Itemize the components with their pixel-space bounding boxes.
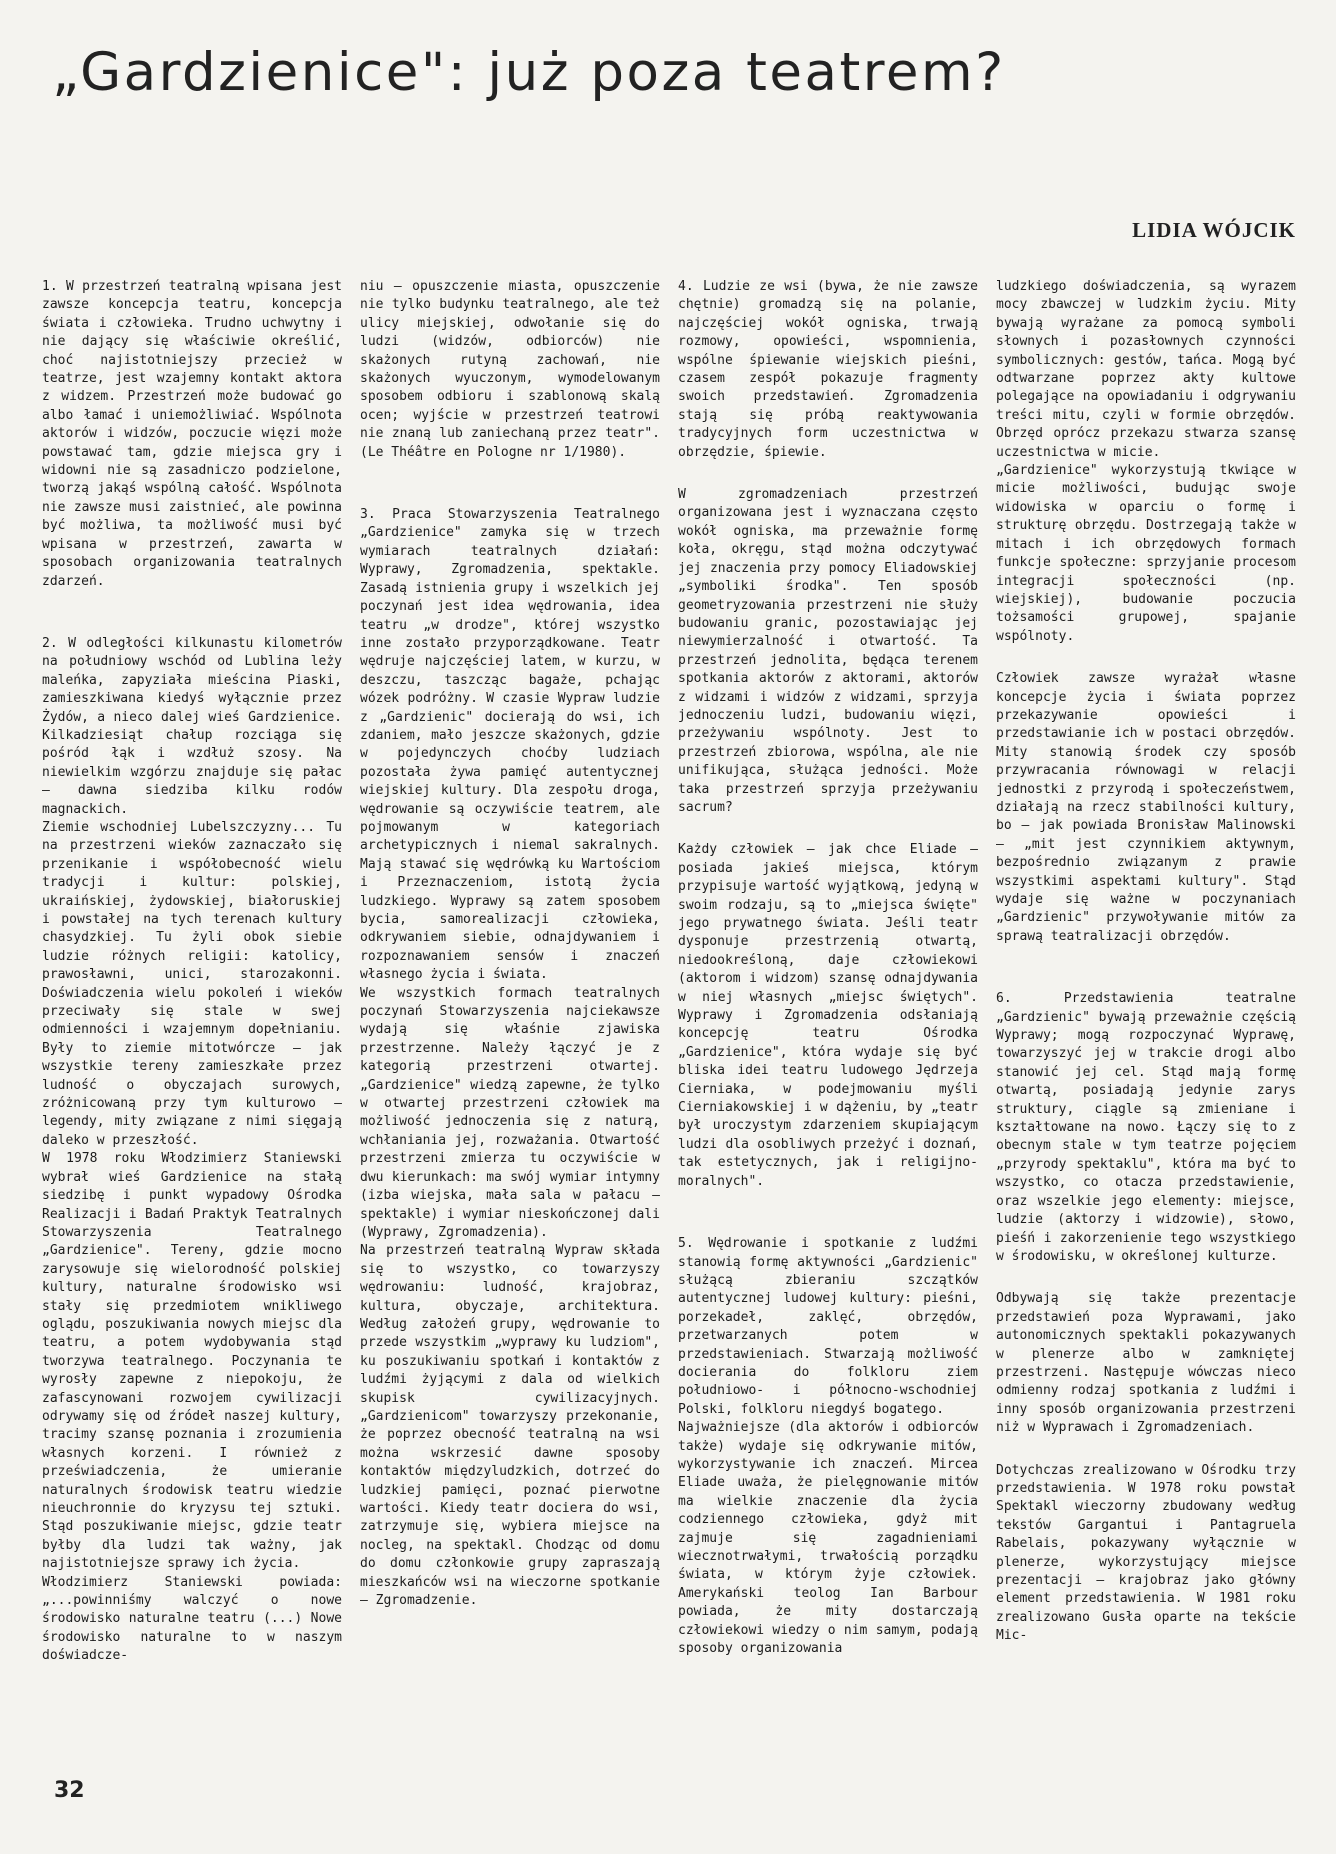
section-gap [678, 1191, 978, 1235]
paragraph: „Gardzienice" wykorzystują tkwiące w micie możliwości, budując swoje widowiska w oparciu o formę i strukturę obrzędu. Dostrzegają także w mitach i ich obrzędowych formach funkcje społeczne: sprzyjanie procesom integracji społeczności (np. wiejskiej), budowanie poczucia tożsamości grupowej, spajanie wspólnoty. [996, 463, 1296, 644]
paragraph: 1. W przestrzeń teatralną wpisana jest zawsze koncepcja teatru, koncepcja świata i człowieka. Trudno uchwytny i nie dający się właściwie określić, choć najistotniejszy przecież w teatrze, jest wzajemny kontakt aktora z widzem. Przestrzeń może budować go albo łamać i uniemożliwiać. Wspólnota aktorów i widzów, poczucie więzi może powstawać tam, gdzie miejsca gry i widowni nie są zasadniczo podzielone, tworzą jakąś wspólną całość. Wspólnota nie zawsze musi zaistnieć, ale powinna być możliwa, ta możliwość musi być wpisana w przestrzeń, zawarta w sposobach organizowania teatralnych zdarzeń. [42, 279, 342, 589]
column-3 [678, 278, 978, 1778]
article-title: „Gardzienice": już poza teatrem? [52, 42, 1006, 103]
section-gap [996, 646, 1296, 670]
paragraph: niu — opuszczenie miasta, opuszczenie nie tylko budynku teatralnego, ale też ulicy miejskiej, odwołanie się do ludzi (widzów, odbiorców) nie skażonych rutyną zachowań, nie skażonych wyuczonym, wymodelowanym sposobem odbioru i szablonową skalą ocen; wyjście w przestrzeń teatrowi nie znaną lub zaniechaną przez teatr". (Le Théâtre en Pologne nr 1/1980). [360, 279, 660, 460]
article-author: LIDIA WÓJCIK [1132, 218, 1296, 242]
paragraph: Dotychczas zrealizowano w Ośrodku trzy przedstawienia. W 1978 roku powstał Spektakl wieczorny zbudowany według tekstów Gargantui i Pantagruela Rabelais, pokazywany wyłącznie w plenerze, wykorzystujący miejsce prezentacji — krajobraz jako główny element przedstawienia. W 1981 roku zrealizowano Gusła oparte na tekście Mic- [996, 1462, 1296, 1644]
section-gap [996, 946, 1296, 990]
paragraph: 4. Ludzie ze wsi (bywa, że nie zawsze chętnie) gromadzą się na polanie, najczęściej wokół ogniska, trwają rozmowy, opowieści, wspomnienia, wspólne śpiewanie wiejskich pieśni, czasem zespół pokazuje fragmenty swoich przedstawień. Zgromadzenia stają się próbą reaktywowania tradycyjnych form uczestnictwa w obrzędzie, śpiewie. [678, 279, 978, 460]
page-number: 32 [54, 1778, 85, 1803]
column-2 [360, 278, 660, 1778]
paragraph: Najważniejsze (dla aktorów i odbiorców także) wydaje się odkrywanie mitów, wykorzystywanie ich znaczeń. Mircea Eliade uważa, że pielęgnowanie mitów ma wielkie znaczenie dla życia codziennego człowieka, gdyż mit zajmuje się zagadnieniami wiecznotrwałymi, trwałością porządku świata, w którym żyje człowiek. Amerykański teolog Ian Barbour powiada, że mity dostarczają człowiekowi wiedzy o nim samym, podają sposoby organizowania [678, 1420, 978, 1657]
paragraph: W zgromadzeniach przestrzeń organizowana jest i wyznaczana często wokół ogniska, ma przeważnie formę koła, okręgu, stąd można odczytywać jej znaczenia przy pomocy Eliadowskiej „symboliki środka". Ten sposób geometryzowania przestrzeni nie służy budowaniu granic, pozostawiając jej niewymierzalność i otwartość. Ta przestrzeń jednolita, będąca terenem spotkania aktorów z aktorami, aktorów z widzami i widzów z widzami, sprzyja jednoczeniu ludzi, budowaniu więzi, przeżywaniu wspólnoty. Jest to przestrzeń zbiorowa, wspólna, ale nie unifikująca, służąca jedności. Może taka przestrzeń sprzyja przeżywaniu sacrum? [678, 487, 978, 815]
paragraph: 6. Przedstawienia teatralne „Gardzienic" bywają przeważnie częścią Wyprawy; mogą rozpoczynać Wyprawę, towarzyszyć jej w trakcie drogi albo stanowić jej cel. Stąd mają formę otwartą, posiadają jedynie zarys struktury, ciągle są zmieniane i kształtowane na nowo. Łączy się to z obecnym stale w tym teatrze pojęciem „przyrody spektaklu", która ma być to wszystko, co otacza przedstawienie, oraz wszelkie jego elementy: miejsce, ludzie (aktorzy i widzowie), słowo, pieśń i zakorzenienie tego wszystkiego w środowisku, w określonej kulturze. [996, 991, 1296, 1264]
paragraph: 5. Wędrowanie i spotkanie z ludźmi stanowią formę aktywności „Gardzienic" służącą zbieraniu szczątków autentycznej ludowej kultury: pieśni, porzekadeł, zaklęć, obrzędów, przetwarzanych potem w przedstawieniach. Stwarzają możliwość docierania do folkloru ziem południowo- i północno-wschodniej Polski, folkloru niegdyś bogatego. [678, 1236, 978, 1417]
paragraph: Ziemie wschodniej Lubelszczyzny... Tu na przestrzeni wieków zaznaczało się przenikanie i współobecność wielu tradycji i kultur: polskiej, ukraińskiej, żydowskiej, białoruskiej i powstałej na tych terenach kultury chasydzkiej. Tu żyli obok siebie ludzie różnych religii: katolicy, prawosławni, unici, starozakonni. Doświadczenia wielu pokoleń i wieków przeciwały się stale w swej odmienności i wzajemnym dopełnianiu. Były to ziemie mitotwórcze — jak wszystkie tereny zamieszkałe przez ludność o obyczajach surowych, zróżnicowaną przy tym kulturowo — legendy, mity związane z nimi sięgają daleko w przeszłość. [42, 819, 342, 1148]
paragraph: Na przestrzeń teatralną Wypraw składa się to wszystko, co towarzyszy wędrowaniu: ludność, krajobraz, kultura, obyczaje, architektura. Według założeń grupy, wędrowanie to przede wszystkim „wyprawy ku ludziom", ku poszukiwaniu spotkań i kontaktów z ludźmi żyjącymi z dala od wielkich skupisk cywilizacyjnych. „Gardzienicom" towarzyszy przekonanie, że poprzez obecność teatralną na wsi można wskrzesić dawne sposoby kontaktów międzyludzkich, dotrzeć do ludzkiej pamięci, poznać pierwotne wartości. Kiedy teatr dociera do wsi, zatrzymuje się, wybiera miejsce na nocleg, na spektakl. Chodząc od domu do domu członkowie grupy zapraszają mieszkańców wsi na wieczorne spotkanie — Zgromadzenie. [360, 1243, 660, 1609]
section-gap [996, 1438, 1296, 1462]
section-gap [360, 462, 660, 506]
article-body [42, 278, 1296, 1778]
section-gap [678, 462, 978, 486]
section-gap [996, 1266, 1296, 1290]
paragraph: Włodzimierz Staniewski powiada: „...powinniśmy walczyć o nowe środowisko naturalne teatru (...) Nowe środowisko naturalne to w naszym doświadcze- [42, 1574, 342, 1664]
paragraph: Każdy człowiek — jak chce Eliade — posiada jakieś miejsca, którym przypisuje wartość wyjątkową, jedyną w swoim rodzaju, są to „miejsca święte" jego prywatnego świata. Jeśli teatr dysponuje przestrzenią otwartą, niedookreśloną, daje człowiekowi (aktorom i widzom) szansę odnajdywania w niej własnych „miejsc świętych". Wyprawy i Zgromadzenia odsłaniają koncepcję teatru Ośrodka „Gardzienice", która wydaje się być bliska idei teatru ludowego Jędrzeja Cierniaka, w podejmowaniu myśli Cierniakowskiej i w dążeniu, by „teatr był uroczystym zdarzeniem skupiającym ludzi dla osobliwych przeżyć i doznań, tak estetycznych, jak i religijno-moralnych". [678, 842, 978, 1189]
paragraph: W 1978 roku Włodzimierz Staniewski wybrał wieś Gardzienice na stałą siedzibę i punkt wypadowy Ośrodka Realizacji i Badań Praktyk Teatralnych Stowarzyszenia Teatralnego „Gardzienice". Tereny, gdzie mocno zarysowuje się wielorodność polskiej kultury, naturalne środowisko wsi stały się przedmiotem wnikliwego oglądu, poszukiwania nowych miejsc dla teatru, a potem wydobywania stąd tworzywa teatralnego. Poczynania te wyrosły zapewne z niepokoju, że zafascynowani rozwojem cywilizacji odrywamy się od źródeł naszej kultury, tracimy szansę poznania i zrozumienia własnych korzeni. I również z przeświadczenia, że umieranie naturalnych środowisk teatru wiedzie nieuchronnie do kryzysu tej sztuki. Stąd poszukiwanie miejsc, gdzie teatr byłby dla ludzi tak ważny, jak najistotniejsze sprawy ich życia. [42, 1151, 342, 1572]
column-4 [996, 278, 1296, 1778]
section-gap [42, 591, 342, 635]
section-gap [678, 817, 978, 841]
paragraph: Człowiek zawsze wyrażał własne koncepcje życia i świata poprzez przekazywanie opowieści i przedstawianie ich w postaci obrzędów. Mity stanowią środek czy sposób przywracania równowagi w relacji jednostki z przyrodą i społeczeństwem, działają na rzecz stabilności kultury, bo — jak powiada Bronisław Malinowski — „mit jest czynnikiem aktywnym, bezpośrednio związanym z prawie wszystkimi aspektami kultury". Stąd wydaje się ważne w poczynaniach „Gardzienic" przywoływanie mitów za sprawą teatralizacji obrzędów. [996, 671, 1296, 944]
paragraph: Odbywają się także prezentacje przedstawień poza Wyprawami, jako autonomicznych spektakli pokazywanych w plenerze albo w zamkniętej przestrzeni. Następuje wówczas nieco odmienny rodzaj spotkania z ludźmi i inny sposób organizowania przestrzeni niż w Wyprawach i Zgromadzeniach. [996, 1291, 1296, 1436]
column-1 [42, 278, 342, 1778]
paragraph: 2. W odległości kilkunastu kilometrów na południowy wschód od Lublina leży maleńka, zapyziała mieścina Piaski, zamieszkiwana kiedyś wyłącznie przez Żydów, a nieco dalej wieś Gardzienice. Kilkadziesiąt chałup rozciąga się pośród łąk i wzdłuż szosy. Na niewielkim wzgórzu znajduje się pałac — dawna siedziba kilku rodów magnackich. [42, 635, 342, 817]
paragraph: ludzkiego doświadczenia, są wyrazem mocy zbawczej w ludzkim życiu. Mity bywają wyrażane za pomocą symboli słownych i pozasłownych czynności symbolicznych: gestów, tańca. Mogą być odtwarzane poprzez akty kultowe polegające na opowiadaniu i odgrywaniu treści mitu, czyli w formie obrzędów. Obrzęd oprócz przekazu stwarza szansę uczestnictwa w micie. [996, 279, 1296, 460]
paragraph: 3. Praca Stowarzyszenia Teatralnego „Gardzienice" zamyka się w trzech wymiarach teatralnych działań: Wyprawy, Zgromadzenia, spektakle. Zasadą istnienia grupy i wszelkich jej poczynań jest idea wędrowania, idea teatru „w drodze", której wszystko inne zostało przyporządkowane. Teatr wędruje najczęściej latem, w kurzu, w deszczu, taszcząc bagaże, pchając wózek podróżny. W czasie Wypraw ludzie z „Gardzienic" docierają do wsi, ich zdaniem, mało jeszcze skażonych, gdzie w pojedynczych choćby ludziach pozostała żywa pamięć autentycznej wiejskiej kultury. Dla zespołu droga, wędrowanie są oczywiście teatrem, ale pojmowanym w kategoriach archetypicznych i niemal sakralnych. Mają stawać się wędrówką ku Wartościom i Przeznaczeniom, istotą życia ludzkiego. Wyprawy są zatem sposobem bycia, samorealizacji człowieka, odkrywaniem siebie, odnajdywaniem i rozpoznawaniem sensów i znaczeń własnego życia i świata. [360, 507, 660, 983]
paragraph: We wszystkich formach teatralnych poczynań Stowarzyszenia najciekawsze wydają się właśnie zjawiska przestrzenne. Należy łączyć je z kategorią przestrzeni otwartej. „Gardzienice" wiedzą zapewne, że tylko w otwartej przestrzeni człowiek ma możliwość jednoczenia się z naturą, wchłaniania jej, rozważania. Otwartość przestrzeni zmierza tu oczywiście w dwu kierunkach: ma swój wymiar intymny (izba wiejska, mała sala w pałacu — spektakle) i wymiar nieskończonej dali (Wyprawy, Zgromadzenia). [360, 985, 660, 1240]
